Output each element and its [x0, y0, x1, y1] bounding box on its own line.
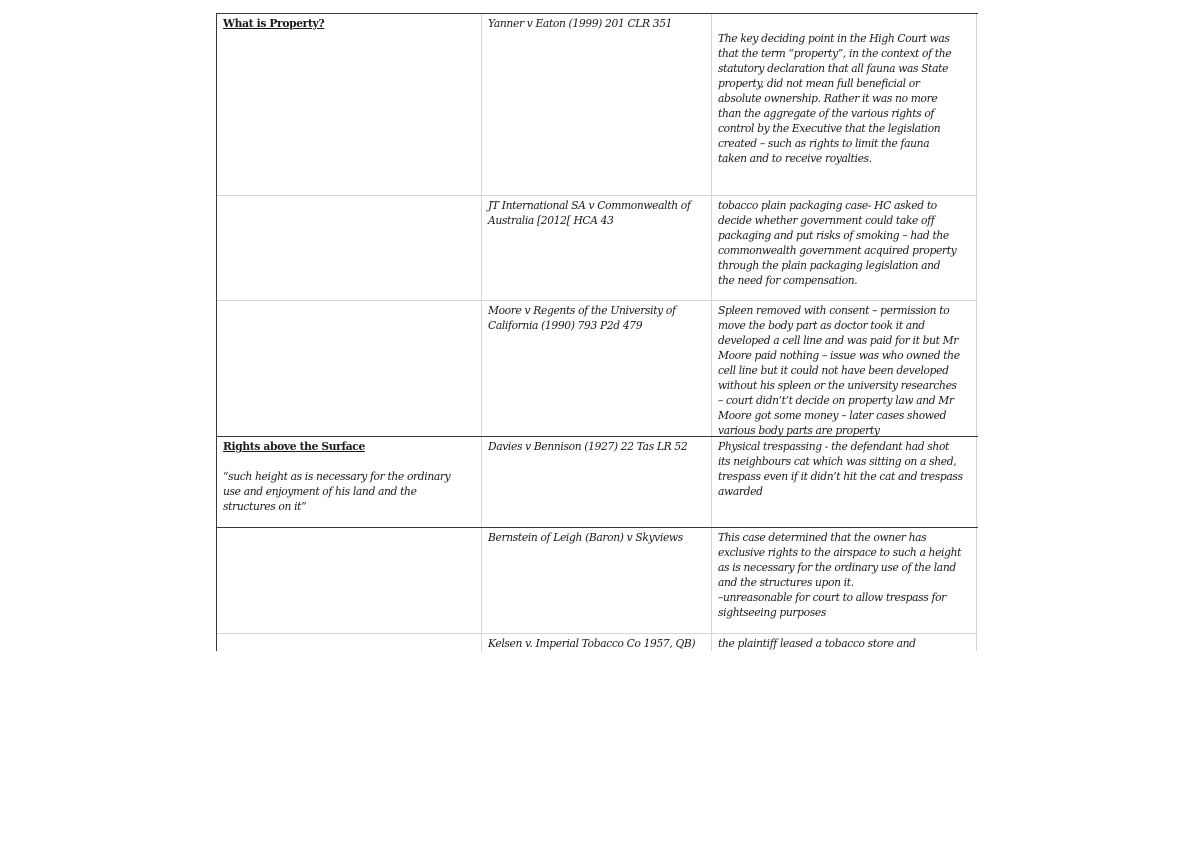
table-row [217, 634, 978, 651]
case-citation: Bernstein of Leigh (Baron) v Skyviews [488, 531, 683, 544]
case-cell [481, 196, 711, 300]
notes-cell [711, 196, 977, 300]
notes-line: the plaintiff leased a tobacco store and [718, 637, 916, 650]
notes-line: control by the Executive that the legislation [718, 122, 941, 135]
topic-cell [217, 14, 481, 195]
notes-line: Spleen removed with consent – permission to [718, 304, 950, 317]
notes-line: The key deciding point in the High Court was [718, 32, 950, 45]
notes-line: created – such as rights to limit the fauna [718, 137, 930, 150]
notes-line: – court didn’t’t decide on property law and Mr [718, 394, 954, 407]
case-citation: Davies v Bennison (1927) 22 Tas LR 52 [488, 440, 688, 453]
notes-line: than the aggregate of the various rights of [718, 107, 935, 120]
topic-cell [217, 301, 481, 436]
case-cell [481, 528, 711, 633]
notes-line: tobacco plain packaging case- HC asked to [718, 199, 937, 212]
notes-line: property, did not mean full beneficial or [718, 77, 920, 90]
notes-line: through the plain packaging legislation and [718, 259, 941, 272]
case-notes-table [216, 13, 978, 651]
table-row [217, 437, 978, 528]
notes-line: trespass even if it didn’t hit the cat and trespass [718, 470, 963, 483]
case-notes [718, 31, 971, 166]
topic-quote [223, 469, 476, 514]
notes-line: the need for compensation. [718, 274, 858, 287]
notes-line: cell line but it could not have been developed [718, 364, 949, 377]
case-cell [481, 301, 711, 436]
notes-cell [711, 437, 977, 527]
notes-line: Moore got some money – later cases showed [718, 409, 947, 422]
case-citation: Australia [2012[ HCA 43 [488, 214, 614, 227]
case-citation: JT International SA v Commonwealth of [488, 199, 691, 212]
section-heading: Rights above the Surface [223, 440, 365, 453]
notes-line: decide whether government could take off [718, 214, 935, 227]
table-row [217, 196, 978, 301]
notes-line: exclusive rights to the airspace to such a height [718, 546, 962, 559]
table-row [217, 14, 978, 196]
notes-line: without his spleen or the university researches [718, 379, 957, 392]
table-row [217, 301, 978, 437]
quote-line: structures on it” [223, 500, 307, 513]
notes-cell [711, 528, 977, 633]
notes-line: sightseeing purposes [718, 606, 827, 619]
quote-line: “such height as is necessary for the ordinary [223, 470, 451, 483]
table-row [217, 528, 978, 634]
case-cell [481, 437, 711, 527]
notes-line: its neighbours cat which was sitting on a shed, [718, 455, 957, 468]
case-citation: Kelsen v. Imperial Tobacco Co 1957, QB) [488, 637, 696, 650]
case-citation: Moore v Regents of the University of [488, 304, 676, 317]
notes-line: various body parts are property [718, 424, 880, 437]
quote-line: use and enjoyment of his land and the [223, 485, 417, 498]
notes-line: as is necessary for the ordinary use of the land [718, 561, 956, 574]
notes-line: Physical trespassing - the defendant had shot [718, 440, 949, 453]
notes-cell [711, 14, 977, 195]
topic-cell [217, 437, 481, 527]
notes-line: This case determined that the owner has [718, 531, 927, 544]
notes-line: packaging and put risks of smoking – had the [718, 229, 949, 242]
topic-cell [217, 634, 481, 651]
notes-line: absolute ownership. Rather it was no more [718, 92, 938, 105]
topic-cell [217, 196, 481, 300]
notes-line: –unreasonable for court to allow trespass for [718, 591, 946, 604]
case-citation: California (1990) 793 P2d 479 [488, 319, 643, 332]
case-cell [481, 14, 711, 195]
notes-line: taken and to receive royalties. [718, 152, 872, 165]
notes-line: awarded [718, 485, 763, 498]
notes-line: developed a cell line and was paid for it but Mr [718, 334, 958, 347]
notes-line: Moore paid nothing – issue was who owned the [718, 349, 960, 362]
notes-cell [711, 301, 977, 436]
notes-line: commonwealth government acquired property [718, 244, 957, 257]
case-cell [481, 634, 711, 651]
notes-line: that the term “property”, in the context of the [718, 47, 952, 60]
notes-cell [711, 634, 977, 651]
topic-cell [217, 528, 481, 633]
case-citation: Yanner v Eaton (1999) 201 CLR 351 [488, 17, 673, 30]
notes-line: and the structures upon it. [718, 576, 854, 589]
section-heading: What is Property? [223, 17, 325, 30]
notes-line: move the body part as doctor took it and [718, 319, 925, 332]
notes-line: statutory declaration that all fauna was State [718, 62, 949, 75]
